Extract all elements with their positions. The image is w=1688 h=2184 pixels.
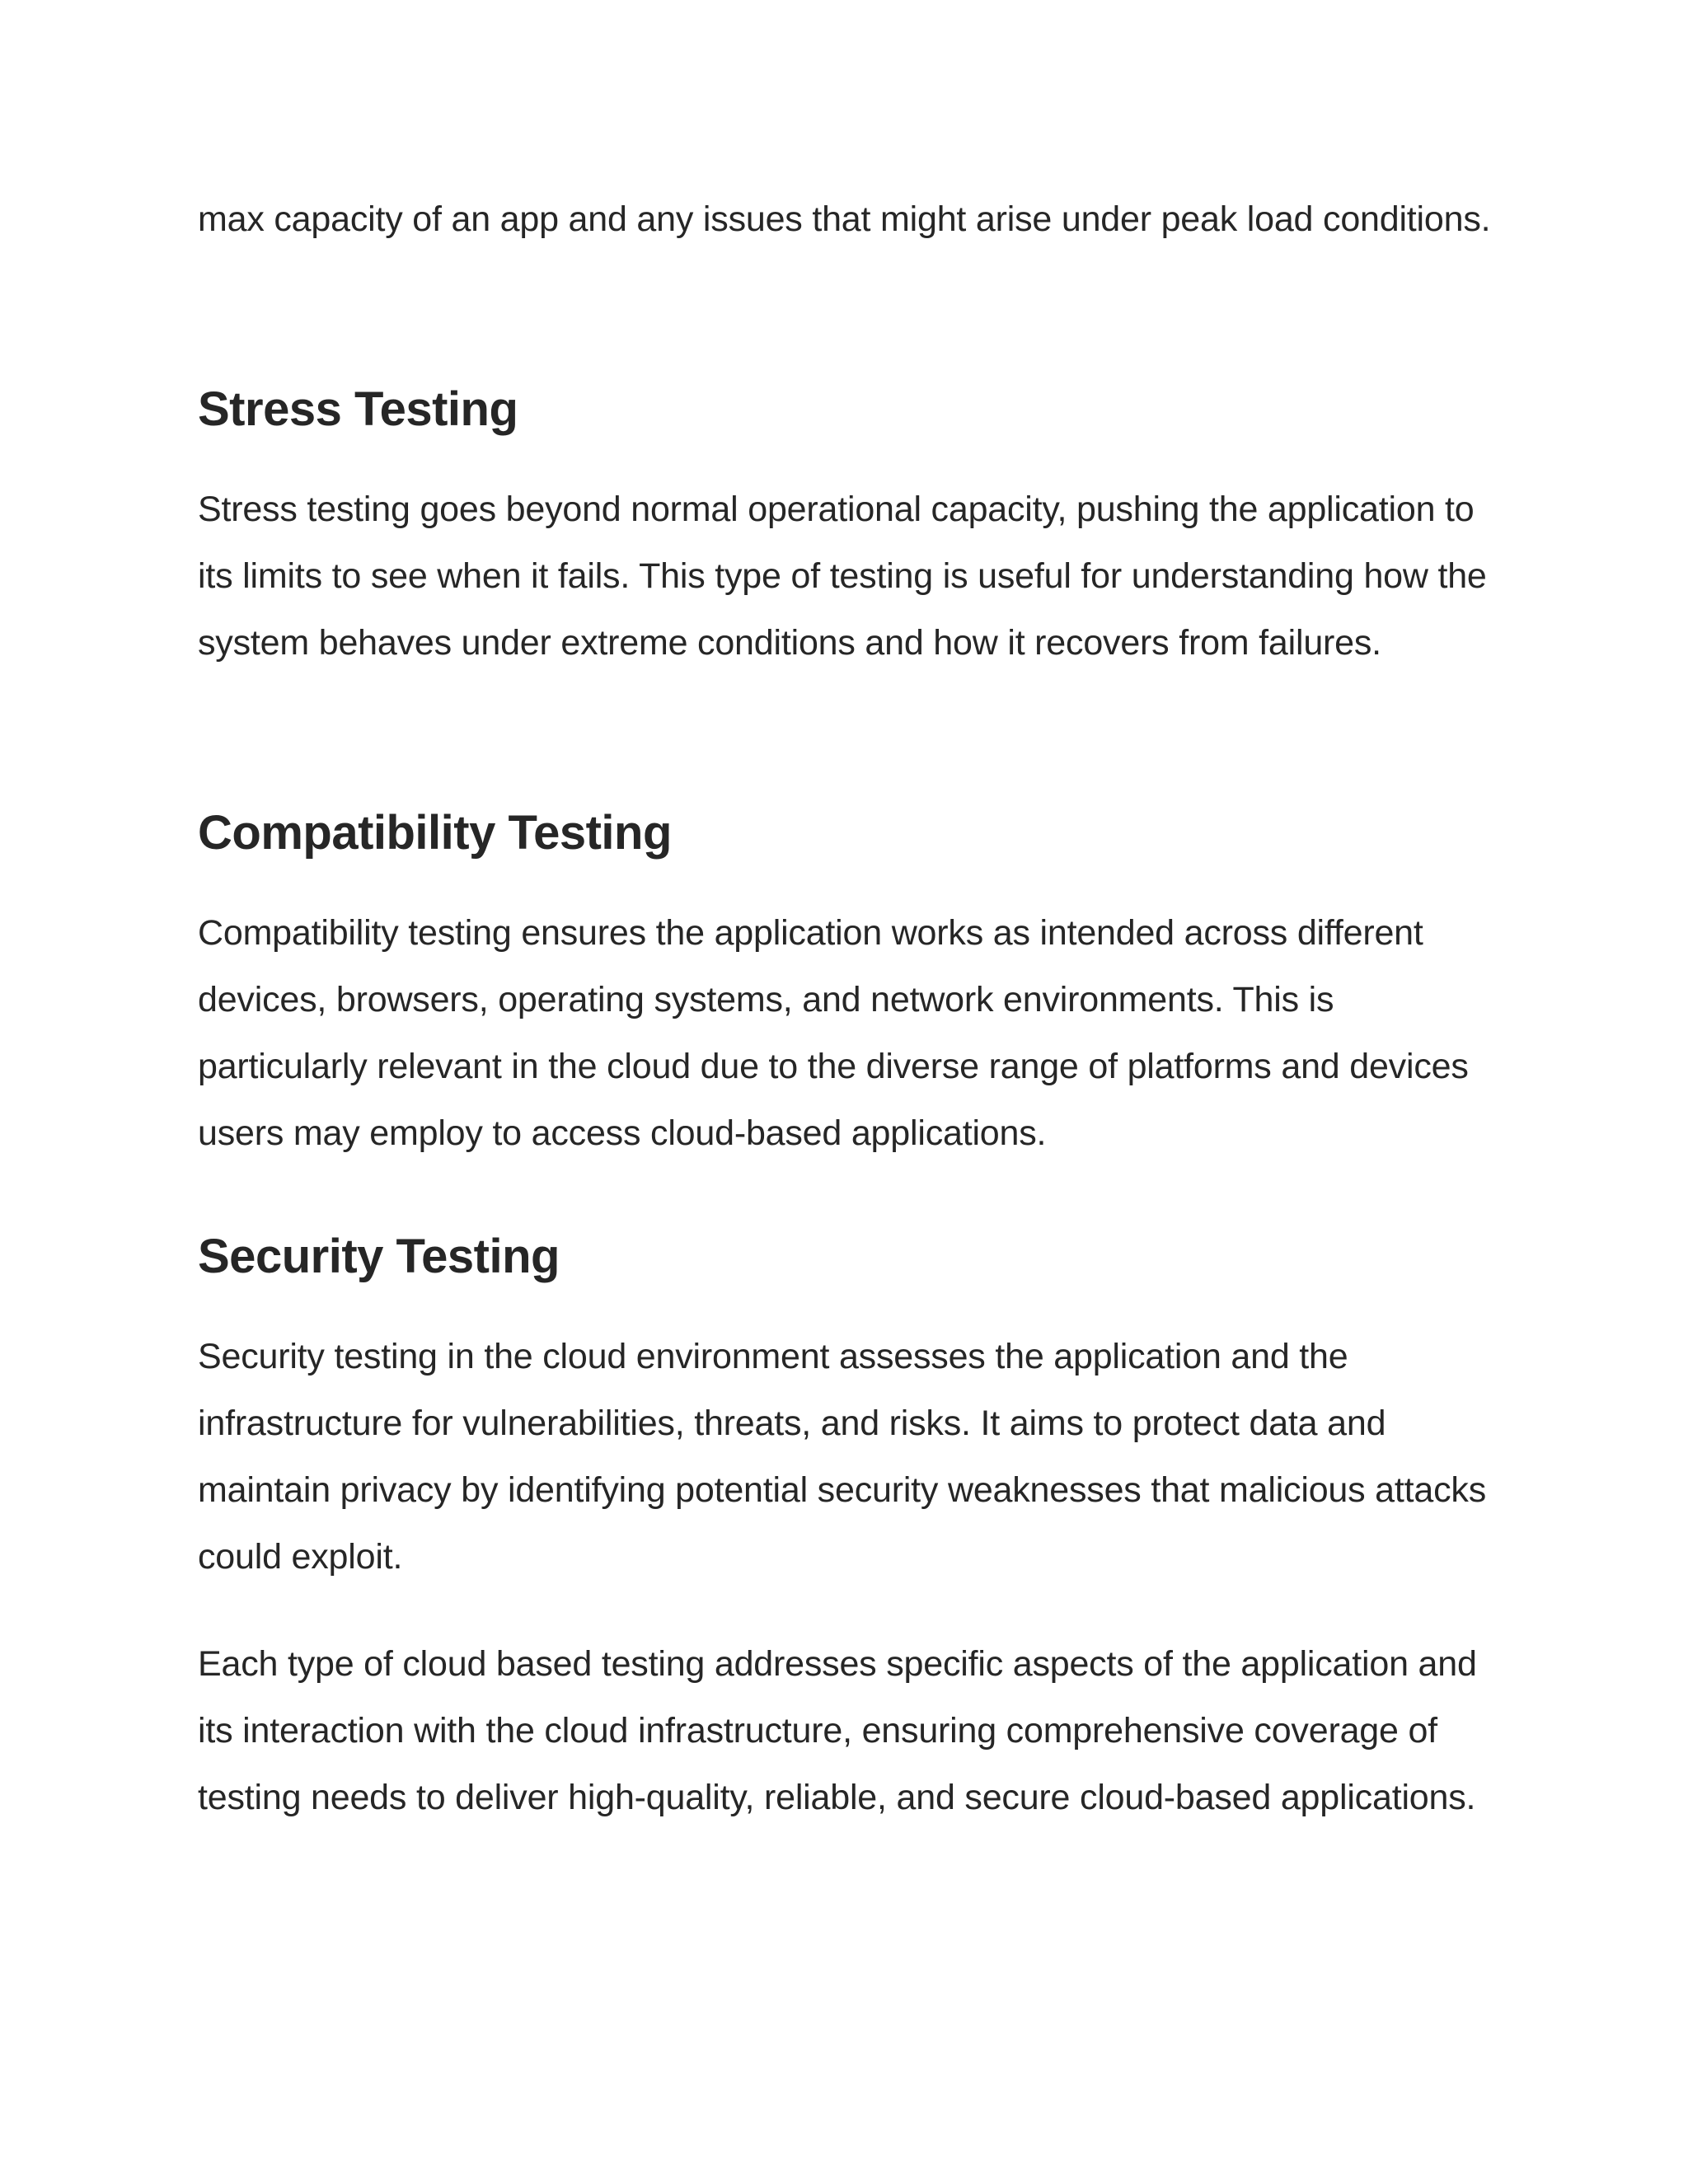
security-testing-heading: Security Testing bbox=[198, 1230, 560, 1283]
compatibility-testing-paragraph: Compatibility testing ensures the application works as intended across different devices, browsers, operating systems, and network environments. This is particularly relevant in the cloud due to the diverse range of platforms and devices users may employ to access cloud-based applications. bbox=[198, 913, 1469, 1153]
security-testing-paragraph: Security testing in the cloud environment assesses the application and the infrastructure for vulnerabilities, threats, and risks. It aims to protect data and maintain privacy by identifying potential security weaknesses that malicious attacks could exploit. bbox=[198, 1337, 1487, 1577]
stress-testing-paragraph: Stress testing goes beyond normal operational capacity, pushing the application to its limits to see when it fails. This type of testing is useful for understanding how the system behaves under extreme conditions and how it recovers from failures. bbox=[198, 490, 1487, 663]
intro-continuation-paragraph: max capacity of an app and any issues that might arise under peak load conditions. bbox=[198, 199, 1491, 239]
stress-testing-heading: Stress Testing bbox=[198, 382, 518, 436]
closing-paragraph: Each type of cloud based testing addresses specific aspects of the application and its interaction with the cloud infrastructure, ensuring comprehensive coverage of testing needs to deliver high-quality, reliable, and secure cloud-based applications. bbox=[198, 1644, 1477, 1817]
compatibility-testing-heading: Compatibility Testing bbox=[198, 806, 672, 860]
